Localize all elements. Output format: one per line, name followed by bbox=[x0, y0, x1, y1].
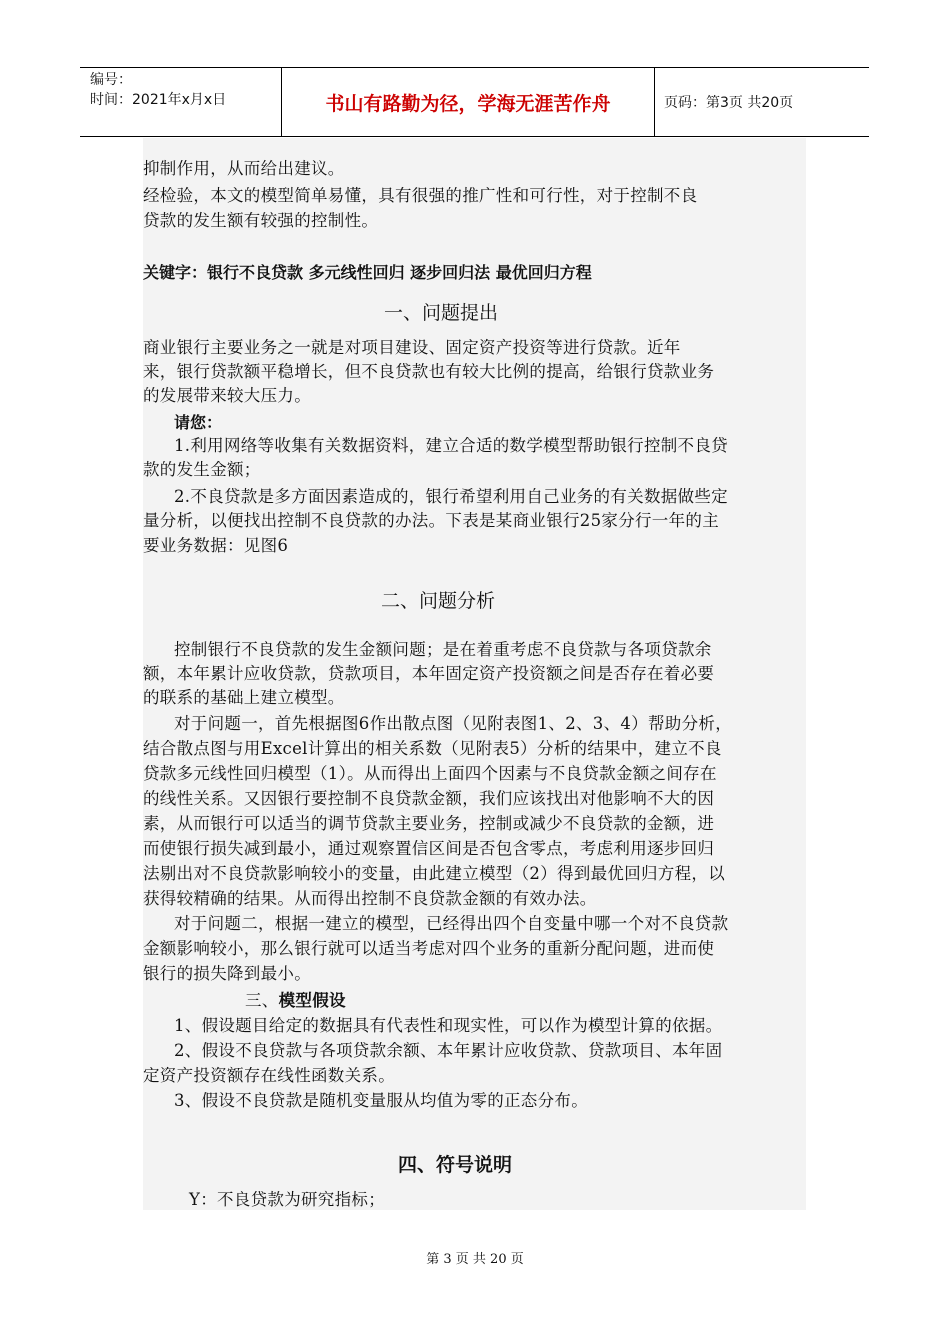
paragraph-line: 商业银行主要业务之一就是对项目建设、固定资产投资等进行贷款。近年 bbox=[143, 338, 681, 357]
paragraph-line: 要业务数据：见图6 bbox=[143, 536, 289, 555]
symbol-line: Y：不良贷款为研究指标； bbox=[189, 1190, 385, 1209]
paragraph-line: 款的发生金额； bbox=[143, 460, 261, 479]
intro-line: 经检验，本文的模型简单易懂，具有很强的推广性和可行性，对于控制不良 bbox=[143, 186, 698, 205]
number-label: 编号： bbox=[90, 72, 132, 88]
paragraph-line: 来，银行贷款额平稳增长，但不良贷款也有较大比例的提高，给银行贷款业务 bbox=[143, 362, 715, 381]
paragraph-line: 银行的损失降到最小。 bbox=[143, 964, 311, 983]
paragraph-line: 而使银行损失减到最小，通过观察置信区间是否包含零点，考虑利用逐步回归 bbox=[143, 839, 715, 858]
paragraph-line: 结合散点图与用Excel计算出的相关系数（见附表5）分析的结果中，建立不良 bbox=[143, 739, 722, 758]
section-title: 四、符号说明 bbox=[398, 1154, 513, 1176]
intro-line: 抑制作用，从而给出建议。 bbox=[143, 159, 345, 178]
section-title: 一、问题提出 bbox=[384, 302, 499, 324]
paragraph-line: 额，本年累计应收贷款，贷款项目，本年固定资产投资额之间是否存在着必要 bbox=[143, 664, 715, 683]
paragraph-line: 量分析，以便找出控制不良贷款的办法。下表是某商业银行25家分行一年的主 bbox=[143, 511, 719, 530]
paragraph-line: 对于问题一，首先根据图6作出散点图（见附表图1、2、3、4）帮助分析， bbox=[174, 714, 732, 733]
header-page-label: 页码：第3页 共20页 bbox=[664, 95, 794, 111]
assumption-line: 2、假设不良贷款与各项贷款余额、本年累计应收贷款、贷款项目、本年固 bbox=[174, 1041, 723, 1060]
paragraph-line: 1.利用网络等收集有关数据资料，建立合适的数学模型帮助银行控制不良贷 bbox=[174, 436, 728, 455]
paragraph-line: 获得较精确的结果。从而得出控制不良贷款金额的有效办法。 bbox=[143, 889, 597, 908]
paragraph-line: 控制银行不良贷款的发生金额问题；是在着重考虑不良贷款与各项贷款余 bbox=[174, 640, 712, 659]
page-header bbox=[80, 67, 869, 137]
assumption-line: 定资产投资额存在线性函数关系。 bbox=[143, 1066, 395, 1085]
paragraph-line: 贷款多元线性回归模型（1）。从而得出上面四个因素与不良贷款金额之间存在 bbox=[143, 764, 717, 783]
section-title-prefix: 三、 bbox=[245, 991, 279, 1010]
page-footer: 第 3 页 共 20 页 bbox=[426, 1252, 524, 1267]
paragraph-line: 的线性关系。又因银行要控制不良贷款金额，我们应该找出对他影响不大的因 bbox=[143, 789, 715, 808]
assumption-line: 3、假设不良贷款是随机变量服从均值为零的正态分布。 bbox=[174, 1091, 588, 1110]
time-label: 时间：2021年x月x日 bbox=[90, 92, 227, 108]
paragraph-line: 素，从而银行可以适当的调节贷款主要业务，控制或减少不良贷款的金额，进 bbox=[143, 814, 715, 833]
ask-label: 请您： bbox=[174, 413, 223, 432]
header-left-cell bbox=[80, 68, 282, 136]
section-title-text: 模型假设 bbox=[278, 991, 346, 1010]
paragraph-line: 法剔出对不良贷款影响较小的变量，由此建立模型（2）得到最优回归方程，以 bbox=[143, 864, 725, 883]
section-title: 二、问题分析 bbox=[381, 590, 496, 612]
keywords: 关键字：银行不良贷款 多元线性回归 逐步回归法 最优回归方程 bbox=[143, 263, 592, 282]
paragraph-line: 的联系的基础上建立模型。 bbox=[143, 688, 345, 707]
header-motto: 书山有路勤为径，学海无涯苦作舟 bbox=[282, 68, 655, 136]
assumption-line: 1、假设题目给定的数据具有代表性和现实性，可以作为模型计算的依据。 bbox=[174, 1016, 723, 1035]
paragraph-line: 的发展带来较大压力。 bbox=[143, 386, 311, 405]
paragraph-line: 对于问题二，根据一建立的模型，已经得出四个自变量中哪一个对不良贷款 bbox=[174, 914, 729, 933]
paragraph-line: 金额影响较小，那么银行就可以适当考虑对四个业务的重新分配问题，进而使 bbox=[143, 939, 715, 958]
paragraph-line: 2.不良贷款是多方面因素造成的，银行希望利用自己业务的有关数据做些定 bbox=[174, 487, 728, 506]
section-title bbox=[245, 989, 346, 1013]
intro-line: 贷款的发生额有较强的控制性。 bbox=[143, 211, 379, 230]
